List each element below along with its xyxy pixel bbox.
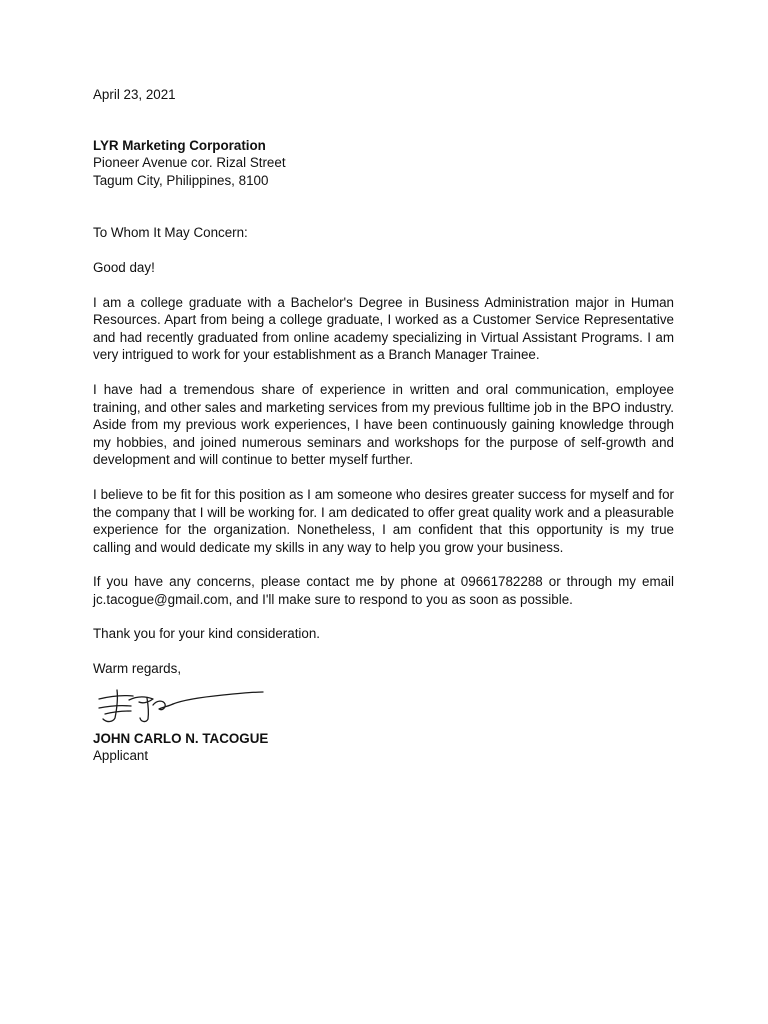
spacer (93, 104, 674, 137)
letter-date: April 23, 2021 (93, 87, 176, 102)
spacer (93, 364, 674, 381)
signature-area (93, 678, 674, 730)
thanks-line: Thank you for your kind consideration. (93, 626, 321, 642)
spacer (93, 242, 674, 259)
body-paragraph-1: I am a college graduate with a Bachelor's Degree in Business Administration major in Human Resources. Apart from being a college graduate, I worked as a Customer Service Representative and had recently graduated from online academy specializing in Virtual Assistant Programs. I am very intrigued to work for your establishment as a Branch Manager Trainee. (93, 294, 674, 363)
letter-body (93, 86, 674, 765)
signer-name: JOHN CARLO N. TACOGUE (93, 730, 269, 746)
spacer (93, 277, 674, 294)
salutation: To Whom It May Concern: (93, 225, 248, 241)
body-paragraph-4: If you have any concerns, please contact me by phone at 09661782288 or through my email jc.tacogue@gmail.com, and I'll make sure to respond to you as soon as possible. (93, 574, 674, 607)
spacer (93, 469, 674, 486)
spacer (93, 556, 674, 573)
spacer (93, 189, 674, 224)
greeting: Good day! (93, 259, 155, 275)
closing-line: Warm regards, (93, 661, 182, 677)
body-paragraph-2: I have had a tremendous share of experience in written and oral communication, employee training, and other sales and marketing services from my previous fulltime job in the BPO industry. Aside from my previous work experiences, I have been continuously gaining knowledge through my hobbies, and joined numerous seminars and workshops for the purpose of self-growth and development and will continue to better myself further. (93, 381, 674, 468)
recipient-company: LYR Marketing Corporation (93, 137, 266, 153)
body-paragraph-3: I believe to be fit for this position as I am someone who desires greater success for myself and for the company that I will be working for. I am dedicated to offer great quality work and a pleasurable experience for the organization. Nonetheless, I am confident that this opportunity is my true calling and would dedicate my skills in any way to help you grow your business. (93, 486, 674, 555)
recipient-block (93, 137, 674, 190)
signature-icon (93, 678, 293, 730)
signer-title: Applicant (93, 748, 149, 764)
spacer (93, 608, 674, 625)
recipient-address-line1: Pioneer Avenue cor. Rizal Street (93, 155, 286, 171)
spacer (93, 643, 674, 660)
recipient-address-line2: Tagum City, Philippines, 8100 (93, 172, 269, 188)
